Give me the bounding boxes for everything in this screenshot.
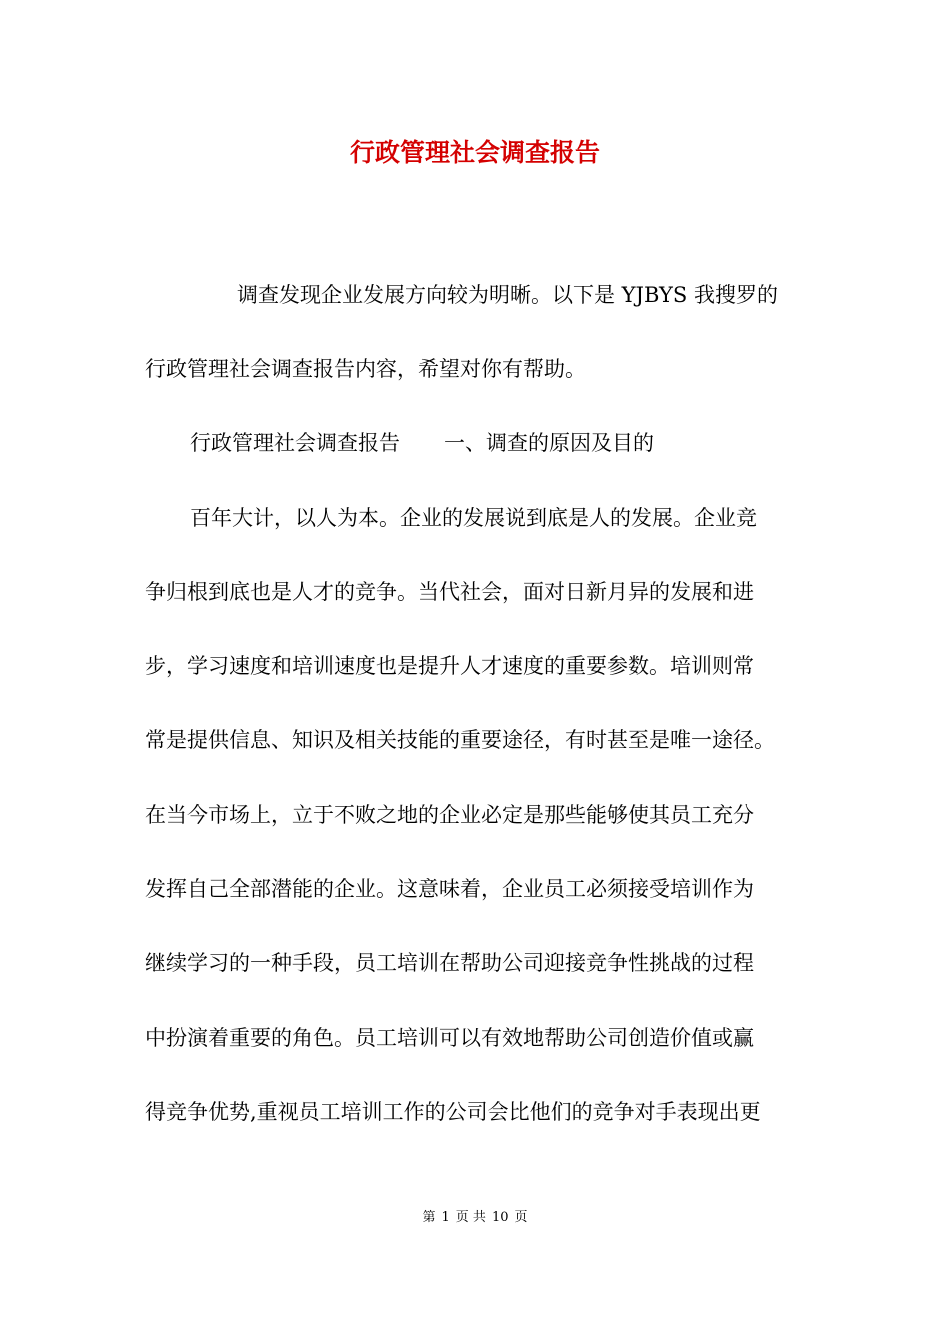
paragraph-line: 得竞争优势,重视员工培训工作的公司会比他们的竞争对手表现出更 [145, 1100, 761, 1124]
paragraph-line: 步，学习速度和培训速度也是提升人才速度的重要参数。培训则常 [145, 654, 754, 678]
paragraph-line: 继续学习的一种手段，员工培训在帮助公司迎接竞争性挑战的过程 [145, 951, 754, 975]
footer-total-pages: 10 [491, 1210, 509, 1225]
paragraph-line: 中扮演着重要的角色。员工培训可以有效地帮助公司创造价值或赢 [145, 1026, 754, 1050]
section-heading: 行政管理社会调查报告 [190, 431, 400, 455]
document-title: 行政管理社会调查报告 [349, 138, 600, 167]
page-footer [0, 1208, 950, 1228]
paragraph-line: 调查发现企业发展方向较为明晰。以下是 YJBYS 我搜罗的 [237, 283, 778, 307]
footer-suffix: 页 [514, 1210, 528, 1225]
paragraph-line: 常是提供信息、知识及相关技能的重要途径，有时甚至是唯一途径。 [145, 728, 775, 752]
paragraph-line: 在当今市场上，立于不败之地的企业必定是那些能够使其员工充分 [145, 803, 754, 827]
paragraph-line: 争归根到底也是人才的竞争。当代社会，面对日新月异的发展和进 [145, 580, 754, 604]
paragraph-line: 百年大计，以人为本。企业的发展说到底是人的发展。企业竞 [190, 506, 757, 530]
footer-page-number: 1 [441, 1210, 450, 1225]
subsection-heading: 一、调查的原因及目的 [444, 431, 654, 455]
paragraph-line: 行政管理社会调查报告内容，希望对你有帮助。 [145, 357, 586, 381]
paragraph-line: 发挥自己全部潜能的企业。这意味着，企业员工必须接受培训作为 [145, 877, 754, 901]
footer-middle: 页 共 [455, 1210, 486, 1225]
section-heading-line [190, 428, 860, 458]
footer-prefix: 第 [422, 1210, 436, 1225]
